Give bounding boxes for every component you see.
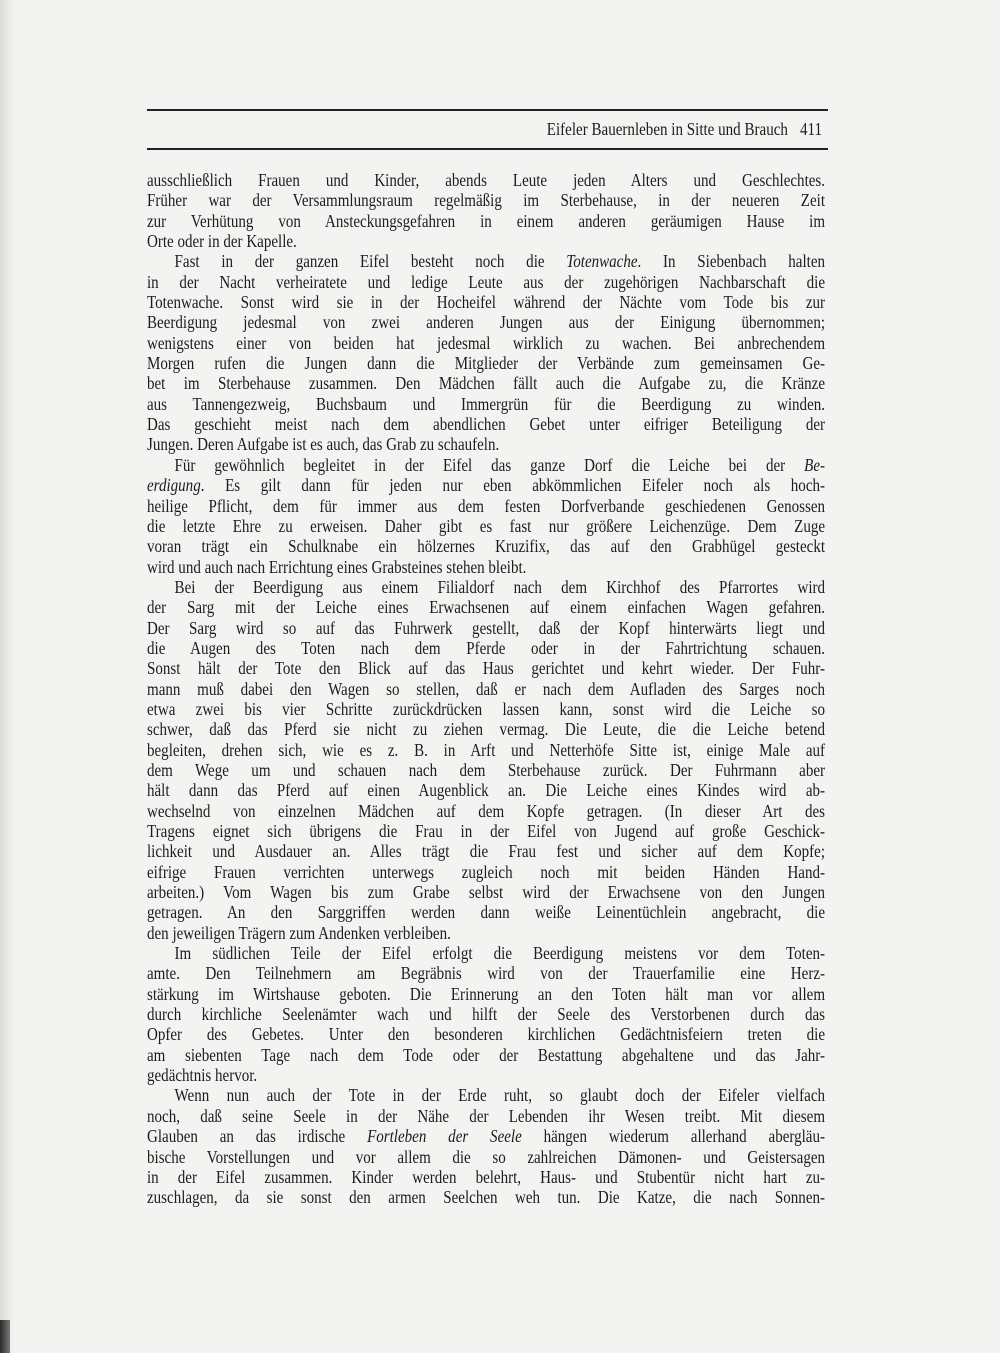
line-text: Sonst hält der Tote den Blick auf das Haus gerichtet und kehrt wieder. Der Fuhr- xyxy=(147,658,826,679)
text-line xyxy=(147,1045,825,1065)
text-line xyxy=(147,760,825,780)
line-text: begleiten, drehen sich, wie es z. B. in Arft und Netterhöfe Sitte ist, einige Male auf xyxy=(147,739,826,760)
text-line xyxy=(147,1085,825,1105)
text-line xyxy=(147,821,825,841)
line-text: etwa zwei bis vier Schritte zurückdrücken lassen kann, sonst wird die Leiche so xyxy=(147,698,826,719)
running-title: Eifeler Bauernleben in Sitte und Brauch xyxy=(546,119,788,139)
text-line xyxy=(147,1065,825,1085)
text-line xyxy=(147,557,825,577)
text-line xyxy=(147,211,825,231)
line-text: ausschließlich Frauen und Kinder, abends Leute jeden Alters und Geschlechtes. xyxy=(147,170,826,190)
italic-term: Be- xyxy=(804,454,826,475)
text-line xyxy=(147,618,825,638)
line-text: Glauben an das irdische xyxy=(147,1126,368,1147)
header-rule-bottom xyxy=(147,148,828,150)
text-line xyxy=(147,902,825,922)
line-text: Orte oder in der Kapelle. xyxy=(147,231,297,252)
italic-term: Fortleben der Seele xyxy=(367,1126,522,1147)
text-line xyxy=(147,719,825,739)
text-line xyxy=(147,963,825,983)
text-line xyxy=(147,516,825,536)
line-text: hängen wiederum allerhand abergläu- xyxy=(521,1126,826,1147)
text-line xyxy=(147,292,825,312)
line-text: die Augen des Toten nach dem Pferde oder in der Fahrtrichtung schauen. xyxy=(147,637,826,658)
line-text: wird und auch nach Errichtung eines Grabsteines stehen bleibt. xyxy=(147,556,527,577)
line-text: Jungen. Deren Aufgabe ist es auch, das Grab zu schaufeln. xyxy=(147,434,500,455)
text-line xyxy=(147,841,825,861)
text-line xyxy=(147,353,825,373)
line-text: in der Nacht verheiratete und ledige Leute aus der zugehörigen Nachbarschaft die xyxy=(147,271,826,292)
line-text: wenigstens einer von beiden hat jedesmal wirklich zu wachen. Bei anbrechendem xyxy=(147,332,826,353)
header-rule-top xyxy=(147,109,828,111)
text-line xyxy=(147,1187,825,1207)
italic-term: erdigung xyxy=(147,475,201,496)
line-text: noch, daß seine Seele in der Nähe der Lebenden ihr Wesen treibt. Mit diesem xyxy=(147,1105,826,1126)
line-text: heilige Pflicht, dem für immer aus dem festen Dorfverbande geschiedenen Genossen xyxy=(147,495,826,516)
line-text: zuschlagen, da sie sonst den armen Seelchen weh tun. Die Katze, die nach Sonnen- xyxy=(147,1187,826,1208)
text-line xyxy=(147,414,825,434)
text-line xyxy=(147,740,825,760)
text-line xyxy=(147,251,825,271)
line-text: dem Wege um und schauen nach dem Sterbehause zurück. Der Fuhrmann aber xyxy=(147,759,826,780)
text-line xyxy=(147,699,825,719)
text-line xyxy=(147,984,825,1004)
line-text: mann muß dabei den Wagen so stellen, daß er nach dem Aufladen des Sarges noch xyxy=(147,678,826,699)
line-text: Wenn nun auch der Tote in der Erde ruht, so glaubt doch der Eifeler vielfach xyxy=(174,1085,826,1106)
line-text: der Sarg mit der Leiche eines Erwachsenen auf einem einfachen Wagen gefahren. xyxy=(147,597,826,618)
line-text: voran trägt ein Schulknabe ein hölzernes Kruzifix, das auf den Grabhügel gesteckt xyxy=(147,536,826,557)
line-text: Das geschieht meist nach dem abendlichen Gebet unter eifriger Beteiligung der xyxy=(147,414,826,435)
line-text: . Es gilt dann für jeden nur eben abkömmlichen Eifeler noch als hoch- xyxy=(200,475,826,496)
text-line xyxy=(147,536,825,556)
text-line xyxy=(147,170,825,190)
page-number: 411 xyxy=(799,119,822,139)
text-line xyxy=(147,272,825,292)
line-text: bet im Sterbehause zusammen. Den Mädchen fällt auch die Aufgabe zu, die Kränze xyxy=(147,373,826,394)
line-text: Morgen rufen die Jungen dann die Mitglieder der Verbände zum gemeinsamen Ge- xyxy=(147,353,826,374)
line-text: bische Vorstellungen und vor allem die so zahlreichen Dämonen- und Geistersagen xyxy=(147,1146,826,1167)
line-text: Totenwache. Sonst wird sie in der Hocheifel während der Nächte vom Tode bis zur xyxy=(147,292,826,313)
text-line xyxy=(147,679,825,699)
text-line xyxy=(147,496,825,516)
page-binding-edge xyxy=(0,0,14,1353)
line-text: Bei der Beerdigung aus einem Filialdorf nach dem Kirchhof des Pfarrortes wird xyxy=(174,576,826,597)
line-text: zur Verhütung von Ansteckungsgefahren in einem anderen geräumigen Hause im xyxy=(147,210,826,231)
line-text: am siebenten Tage nach dem Tode oder der Bestattung abgehaltene und das Jahr- xyxy=(147,1044,826,1065)
text-line xyxy=(147,190,825,210)
body-text xyxy=(147,170,825,1208)
line-text: eifrige Frauen verrichten unterwegs zugleich noch mit beiden Händen Hand- xyxy=(147,861,826,882)
text-line xyxy=(147,475,825,495)
line-text: durch kirchliche Seelenämter wach und hilft der Seele des Verstorbenen durch das xyxy=(147,1004,826,1025)
line-text: wechselnd von einzelnen Mädchen auf dem Kopfe getragen. (In dieser Art des xyxy=(147,800,826,821)
line-text: stärkung im Wirtshause geboten. Die Erinnerung an den Toten hält man vor allem xyxy=(147,983,826,1004)
text-line xyxy=(147,333,825,353)
text-line xyxy=(147,597,825,617)
line-text: gedächtnis hervor. xyxy=(147,1065,258,1086)
text-line xyxy=(147,1126,825,1146)
text-line xyxy=(147,1024,825,1044)
text-line xyxy=(147,394,825,414)
line-text: Der Sarg wird so auf das Fuhrwerk gestellt, daß der Kopf hinterwärts liegt und xyxy=(147,617,826,638)
line-text: hält dann das Pferd auf einen Augenblick an. Die Leiche eines Kindes wird ab- xyxy=(147,780,826,801)
line-text: lichkeit und Ausdauer an. Alles trägt die Frau fest und sicher auf dem Kopfe; xyxy=(147,841,826,862)
text-line xyxy=(147,780,825,800)
italic-term: Totenwache xyxy=(566,251,638,272)
text-line xyxy=(147,882,825,902)
text-line xyxy=(147,1167,825,1187)
text-line xyxy=(147,658,825,678)
line-text: in der Eifel zusammen. Kinder werden belehrt, Haus- und Stubentür nicht hart zu- xyxy=(147,1166,826,1187)
text-line xyxy=(147,943,825,963)
line-text: Beerdigung jedesmal von zwei anderen Jungen aus der Einigung übernommen; xyxy=(147,312,826,333)
line-text: amte. Den Teilnehmern am Begräbnis wird von der Trauerfamilie eine Herz- xyxy=(147,963,826,984)
text-line xyxy=(147,231,825,251)
text-line xyxy=(147,312,825,332)
line-text: Fast in der ganzen Eifel besteht noch die xyxy=(174,251,567,272)
line-text: Opfer des Gebetes. Unter den besonderen kirchlichen Gedächtnisfeiern treten die xyxy=(147,1024,826,1045)
text-line xyxy=(147,577,825,597)
line-text: Im südlichen Teile der Eifel erfolgt die Beerdigung meistens vor dem Toten- xyxy=(174,943,826,964)
line-text: getragen. An den Sarggriffen werden dann weiße Leinentüchlein angebracht, die xyxy=(147,902,826,923)
line-text: aus Tannengezweig, Buchsbaum und Immergrün für die Beerdigung zu winden. xyxy=(147,393,826,414)
text-line xyxy=(147,1004,825,1024)
text-line xyxy=(147,1147,825,1167)
text-line xyxy=(147,1106,825,1126)
line-text: Für gewöhnlich begleitet in der Eifel das ganze Dorf die Leiche bei der xyxy=(174,454,805,475)
text-line xyxy=(147,455,825,475)
line-text: arbeiten.) Vom Wagen bis zum Grabe selbst wird der Erwachsene von den Jungen xyxy=(147,882,826,903)
line-text: . In Siebenbach halten xyxy=(637,251,826,272)
line-text: Früher war der Versammlungsraum regelmäßig im Sterbehause, in der neueren Zeit xyxy=(147,190,826,211)
text-line xyxy=(147,638,825,658)
text-line xyxy=(147,923,825,943)
line-text: schwer, daß das Pferd sie nicht zu ziehen vermag. Die Leute, die die Leiche betend xyxy=(147,719,826,740)
text-line xyxy=(147,862,825,882)
text-line xyxy=(147,801,825,821)
line-text: Tragens eignet sich übrigens die Frau in der Eifel von Jugend auf große Geschick- xyxy=(147,821,826,841)
line-text: die letzte Ehre zu erweisen. Daher gibt es fast nur größere Leichenzüge. Dem Zuge xyxy=(147,515,826,536)
page-corner-shadow xyxy=(0,1320,10,1353)
text-line xyxy=(147,373,825,393)
running-head xyxy=(242,116,823,142)
line-text: den jeweiligen Trägern zum Andenken verbleiben. xyxy=(147,922,451,943)
text-line xyxy=(147,434,825,454)
